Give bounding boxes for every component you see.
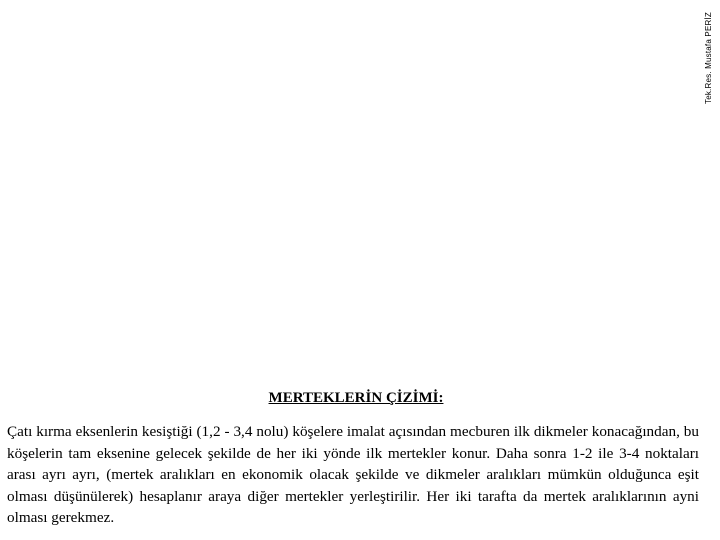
body-paragraph: Çatı kırma eksenlerin kesiştiği (1,2 - 3,4 nolu) köşelere imalat açısından mecburen ilk dikmeler konacağından, bu köşelerin tam eksenine gelecek şekilde de her iki yönde ilk mertekler konur. Daha sonra 1-2 ile 3-4 noktaları arası ayrı ayrı, (mertek aralıkları en ekonomik olacak şekilde ve dikmeler aralıkları mümkün olduğunca eşit olması düşünülerek) hesaplanır araya diğer mertekler yerleştirilir. Her iki tarafta da mertek aralıklarının ayni olması gerekmez. (7, 423, 699, 526)
section-title: MERTEKLERİN ÇİZİMİ: (268, 390, 444, 406)
author-watermark: Tek.Res. Mustafa PERİZ (704, 12, 713, 104)
